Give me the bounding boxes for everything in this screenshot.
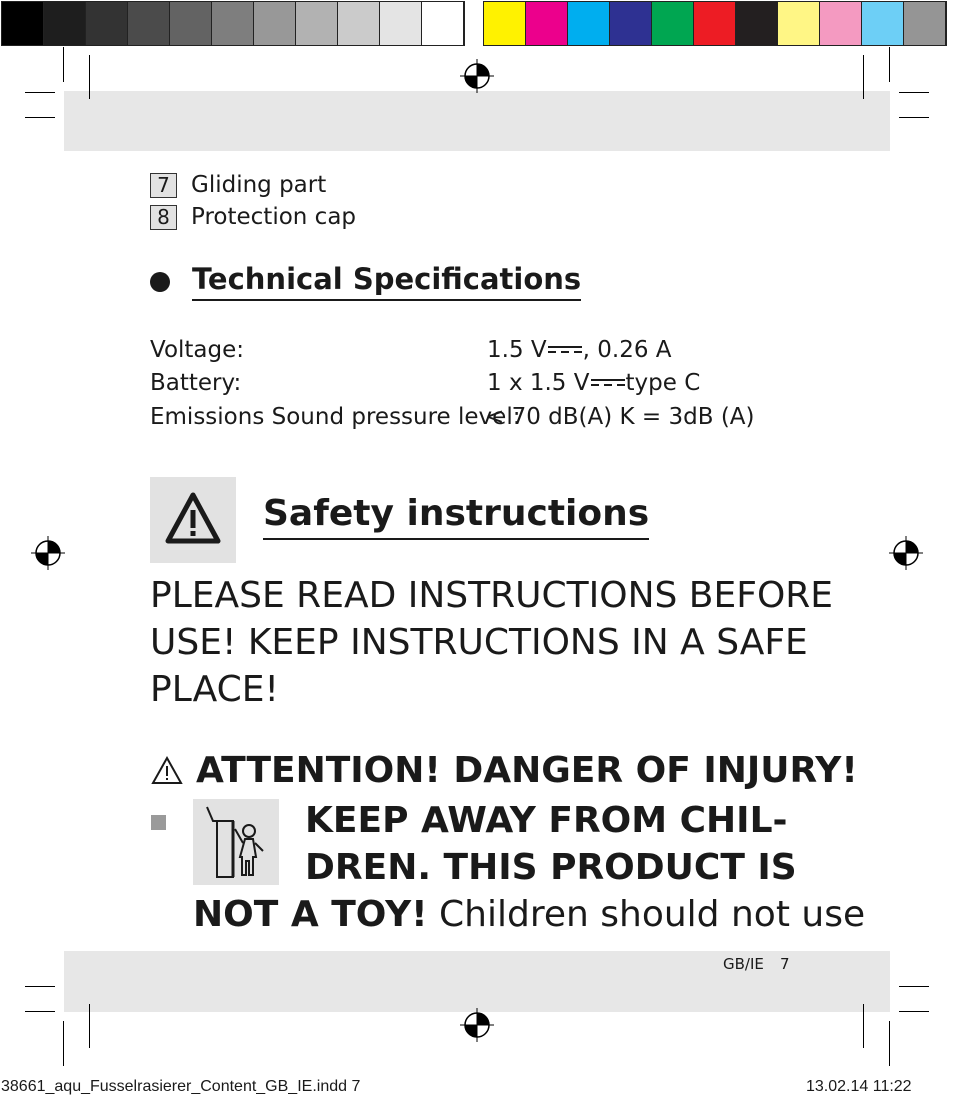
crop-mark: [899, 117, 929, 118]
color-swatch: [86, 2, 128, 45]
crop-mark: [89, 1004, 90, 1048]
slug-datetime: 13.02.14 11:22: [806, 1078, 912, 1095]
footer-band: [64, 951, 890, 1012]
notice-line: PLACE!: [150, 669, 279, 710]
part-label: Gliding part: [191, 172, 327, 198]
color-swatch: [568, 2, 610, 45]
page-number: 7: [780, 955, 790, 973]
crop-mark: [25, 117, 55, 118]
spec-value-suffix: , 0.26 A: [582, 337, 672, 363]
bullet-icon: [150, 272, 170, 292]
color-swatch: [778, 2, 820, 45]
attention-warning: [150, 750, 858, 791]
color-swatch: [380, 2, 422, 45]
not-a-toy-bold: NOT A TOY!: [193, 894, 428, 935]
color-swatch: [128, 2, 170, 45]
parts-list-item: [150, 203, 356, 231]
color-swatch: [904, 2, 946, 45]
spec-value-suffix: type C: [625, 370, 701, 396]
spec-label: Emissions Sound pressure level:: [150, 404, 521, 430]
parts-list-item: [150, 171, 326, 199]
registration-mark-icon: [460, 1008, 494, 1042]
crop-mark: [899, 92, 929, 93]
crop-mark: [889, 1021, 890, 1066]
read-instructions-notice: [150, 572, 850, 713]
color-swatch: [736, 2, 778, 45]
header-band: [64, 91, 890, 151]
slug-filename: 38661_aqu_Fusselrasierer_Content_GB_IE.indd 7: [1, 1078, 361, 1095]
child-warning-icon: [193, 799, 279, 885]
color-swatch: [2, 2, 44, 45]
color-swatch: [484, 2, 526, 45]
spec-row-voltage: [150, 337, 850, 371]
color-swatch: [254, 2, 296, 45]
crop-mark: [63, 1021, 64, 1066]
attention-text: ATTENTION! DANGER OF INJURY!: [196, 750, 858, 791]
color-swatch: [652, 2, 694, 45]
color-swatch: [862, 2, 904, 45]
crop-mark: [899, 986, 929, 987]
color-swatch: [820, 2, 862, 45]
grayscale-color-bar: [1, 1, 465, 46]
crop-mark: [899, 1011, 929, 1012]
notice-line: PLEASE READ INSTRUCTIONS BEFORE: [150, 575, 834, 616]
crop-mark: [25, 92, 55, 93]
registration-mark-icon: [31, 536, 65, 570]
keep-away-line: KEEP AWAY FROM CHIL-: [305, 800, 788, 841]
color-swatch: [44, 2, 86, 45]
tech-specs-heading: [150, 262, 581, 301]
direct-current-icon: [548, 343, 582, 357]
color-swatch: [610, 2, 652, 45]
crop-mark: [863, 55, 864, 99]
page-language-label: GB/IE: [723, 955, 764, 973]
registration-mark-icon: [889, 536, 923, 570]
keep-away-line: DREN. THIS PRODUCT IS: [305, 847, 797, 888]
color-swatch: [422, 2, 464, 45]
spec-row-battery: [150, 370, 850, 404]
square-bullet-icon: [151, 815, 166, 830]
spec-label: Voltage:: [150, 337, 245, 363]
warning-triangle-icon: [150, 754, 184, 788]
notice-line: USE! KEEP INSTRUCTIONS IN A SAFE: [150, 622, 808, 663]
color-swatch: [212, 2, 254, 45]
color-swatch: [170, 2, 212, 45]
direct-current-icon: [591, 376, 625, 390]
spec-label: Battery:: [150, 370, 242, 396]
spec-value: [487, 370, 700, 396]
keep-away-warning: [305, 797, 797, 891]
spec-value-main: 1.5 V: [487, 337, 547, 363]
part-label: Protection cap: [191, 204, 357, 230]
color-swatch: [694, 2, 736, 45]
crop-mark: [863, 1004, 864, 1048]
registration-mark-icon: [460, 59, 494, 93]
part-number-box: 8: [150, 205, 177, 230]
crop-mark: [25, 986, 55, 987]
color-swatch: [338, 2, 380, 45]
part-number-box: 7: [150, 173, 177, 198]
safety-heading: Safety instructions: [263, 492, 649, 540]
spec-row-sound: [150, 404, 850, 438]
not-a-toy-line: [193, 892, 865, 938]
warning-symbol-box: [150, 477, 236, 563]
child-warning-symbol-box: [193, 799, 279, 885]
spec-value-main: < 70 dB(A) K = 3dB (A): [485, 404, 755, 430]
crop-mark: [25, 1011, 55, 1012]
crop-mark: [63, 47, 64, 82]
tech-specs-title: Technical Specifications: [192, 262, 581, 301]
spec-value: [487, 337, 672, 363]
spec-value: [485, 404, 755, 430]
warning-triangle-icon: [150, 477, 236, 563]
crop-mark: [889, 47, 890, 82]
color-swatch: [296, 2, 338, 45]
spec-value-main: 1 x 1.5 V: [487, 370, 590, 396]
not-a-toy-rest: Children should not use: [427, 894, 866, 935]
color-swatch: [526, 2, 568, 45]
process-color-bar: [483, 1, 947, 46]
crop-mark: [89, 55, 90, 99]
